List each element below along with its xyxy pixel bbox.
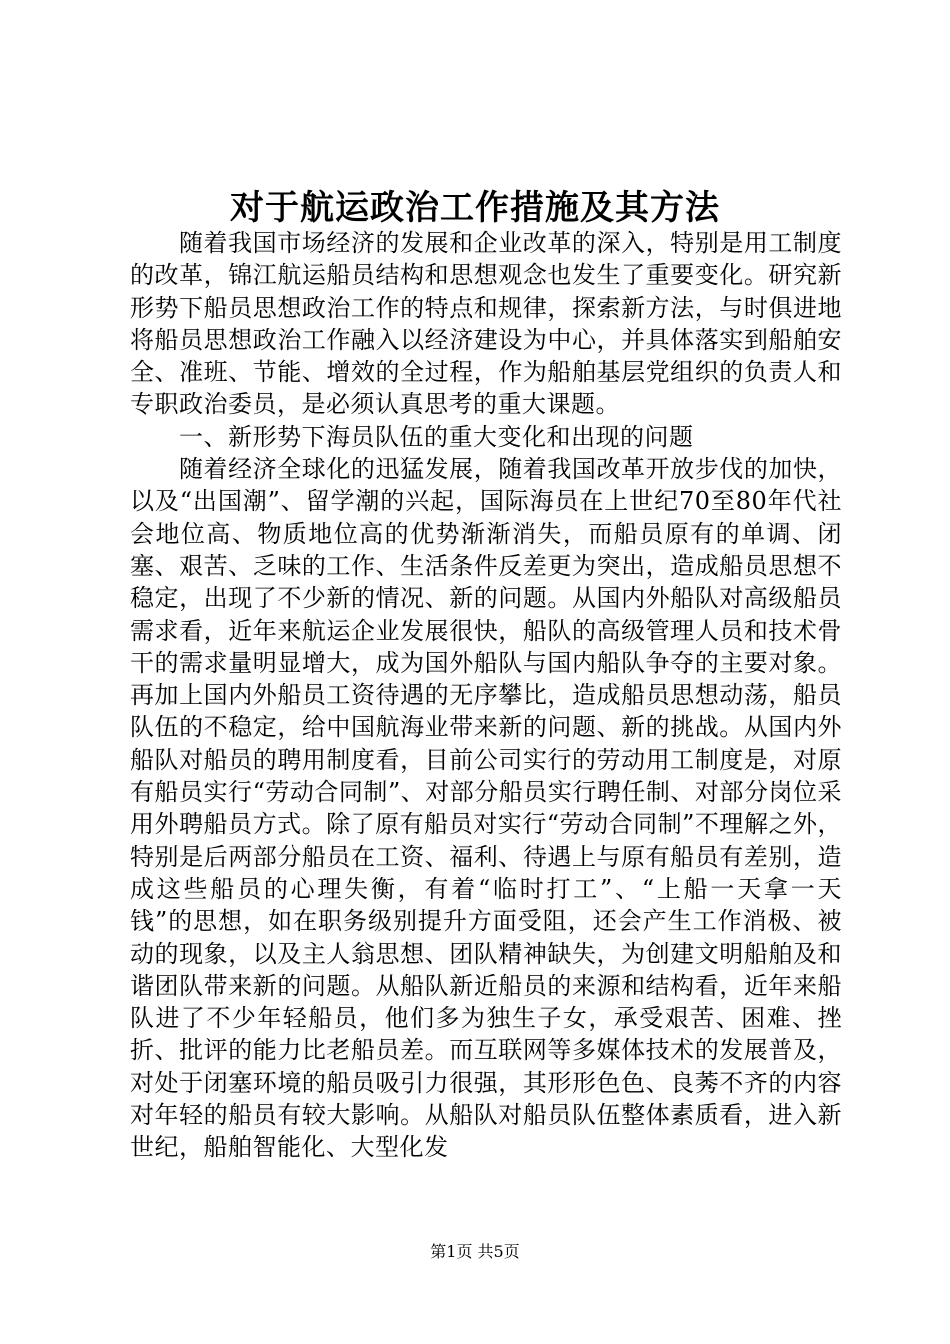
section-heading: 一、新形势下海员队伍的重大变化和出现的问题 (179, 422, 694, 451)
document-body (130, 227, 842, 1164)
intro-paragraph: 随着我国市场经济的发展和企业改革的深入，特别是用工制度的改革，锦江航运船员结构和思想观念也发生了重要变化。研究新形势下船员思想政治工作的特点和规律，探索新方法，与时俱进地将船员思想政治工作融入以经济建设为中心，并具体落实到船舶安全、准班、节能、增效的全过程，作为船舶基层党组织的负责人和专职政治委员，是必须认真思考的重大课题。 (130, 229, 842, 419)
document-title: 对于航运政治工作措施及其方法 (230, 188, 720, 228)
body-paragraph: 随着经济全球化的迅猛发展，随着我国改革开放步伐的加快，以及“出国潮”、留学潮的兴起，国际海员在上世纪70至80年代社会地位高、物质地位高的优势渐渐消失，而船员原有的单调、闭塞、艰苦、乏味的工作、生活条件反差更为突出，造成船员思想不稳定，出现了不少新的情况、新的问题。从国内外船队对高级船员需求看，近年来航运企业发展很快，船队的高级管理人员和技术骨干的需求量明显增大，成为国外船队与国内船队争夺的主要对象。再加上国内外船员工资待遇的无序攀比，造成船员思想动荡，船员队伍的不稳定，给中国航海业带来新的问题、新的挑战。从国内外船队对船员的聘用制度看，目前公司实行的劳动用工制度是，对原有船员实行“劳动合同制”、对部分船员实行聘任制、对部分岗位采用外聘船员方式。除了原有船员对实行“劳动合同制”不理解之外，特别是后两部分船员在工资、福利、待遇上与原有船员有差别，造成这些船员的心理失衡，有着“临时打工”、“上船一天拿一天钱”的思想，如在职务级别提升方面受阻，还会产生工作消极、被动的现象，以及主人翁思想、团队精神缺失，为创建文明船舶及和谐团队带来新的问题。从船队新近船员的来源和结构看，近年来船队进了不少年轻船员，他们多为独生子女，承受艰苦、困难、挫折、批评的能力比老船员差。而互联网等多媒体技术的发展普及，对处于闭塞环境的船员吸引力很强，其形形色色、良莠不齐的内容对年轻的船员有较大影响。从船队对船员队伍整体素质看，进入新世纪，船舶智能化、大型化发 (130, 455, 842, 1162)
page-footer: 第1页 共5页 (430, 1242, 520, 1261)
